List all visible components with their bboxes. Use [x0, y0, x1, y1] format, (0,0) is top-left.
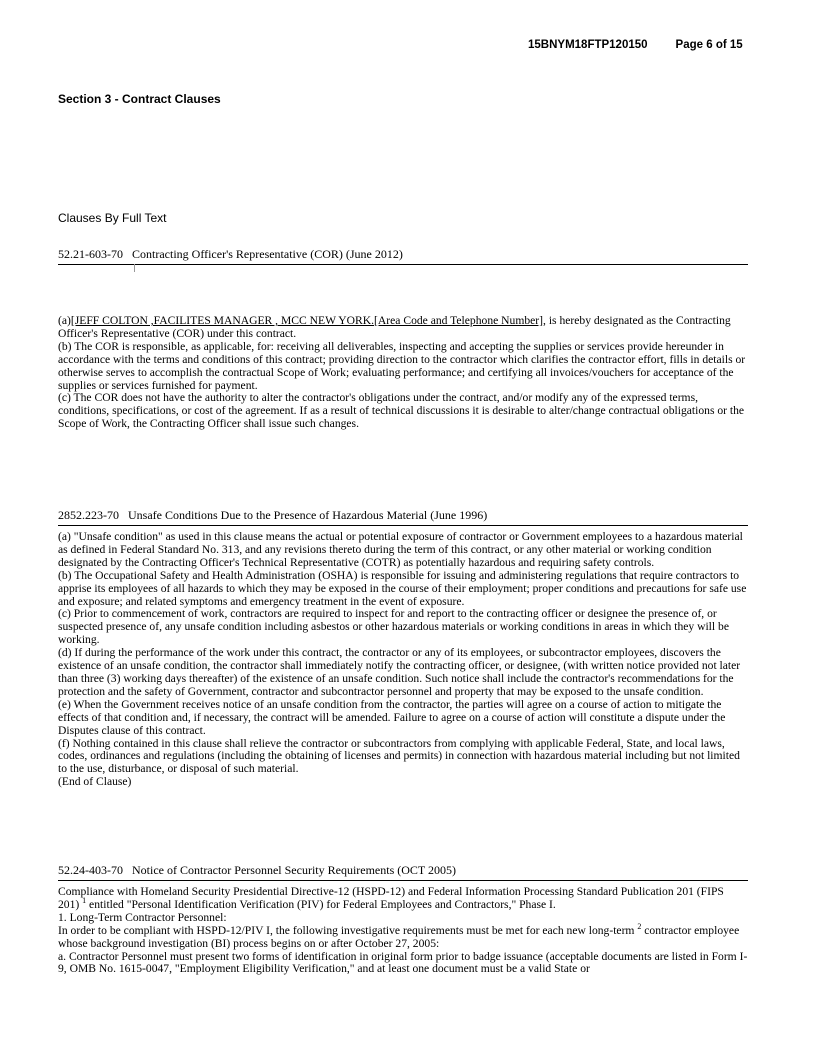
clause-number: 52.24-403-70 [58, 863, 123, 877]
clause-number: 52.21-603-70 [58, 247, 123, 261]
cor-designee: [JEFF COLTON ,FACILITES MANAGER , MCC NEW YORK.[Area Code and Telephone Number] [70, 314, 544, 327]
paragraph-c: (c) Prior to commencement of work, contractors are required to inspect for and report to the contracting officer or designee the presence of, or suspected presence of, any unsafe condition including asbestos or other hazardous materials or working conditions in areas in which they will be working. [58, 607, 729, 647]
page-number: Page 6 of 15 [675, 39, 743, 51]
clause-body-hazardous [58, 531, 748, 789]
clause-title: Unsafe Conditions Due to the Presence of Hazardous Material (June 1996) [128, 508, 488, 522]
paragraph-a: (a) "Unsafe condition" as used in this clause means the actual or potential exposure of contractor or Government employees to a hazardous material as defined in Federal Standard No. 313, and any revisions thereto during the term of this contract, or any other material or working condition designated by the Contracting Officer's Technical Representative (COTR) as potentially hazardous and requiring safety controls. [58, 530, 743, 569]
clause-heading-security [58, 863, 748, 881]
paragraph-a: (a)[JEFF COLTON ,FACILITES MANAGER , MCC NEW YORK.[Area Code and Telephone Number], is hereby designated as the Contracting Officer's Representative (COR) under this contract. [58, 314, 731, 340]
clause-heading-hazardous [58, 508, 748, 526]
end-of-clause: (End of Clause) [58, 775, 132, 789]
footnote-ref: 2 [637, 921, 642, 931]
page-header [528, 39, 743, 51]
paragraph-1: 1. Long-Term Contractor Personnel: [58, 910, 227, 924]
paragraph-e: (e) When the Government receives notice of an unsafe condition from the contractor, the parties will agree on a course of action to mitigate the effects of that condition and, if necessary, the contract will be amended. Failure to agree on a course of action will constitute a dispute under the Disputes clause of this contract. [58, 697, 726, 737]
paragraph-d: (d) If during the performance of the work under this contract, the contractor or any of its employees, or subcontractor employees, discovers the existence of an unsafe condition, the contractor shall immediately notify the contracting officer, or designee, (with written notice provided not later than three (3) working days thereafter) of the existence of an unsafe condition. Such notice shall include the contractor's recommendations for the protection and the safety of Government, contractor and subcontractor personnel and property that may be exposed to the unsafe condition. [58, 646, 741, 698]
clause-heading-cor [58, 247, 748, 265]
footnote-ref: 1 [82, 896, 87, 906]
paragraph-intro: Compliance with Homeland Security Presidential Directive-12 (HSPD-12) and Federal Information Processing Standard Publication 201 (FIPS 201) $^1$ entitled "Personal Identification Verification (PIV) for Federal Employees and Contractors," Phase I. [58, 885, 724, 911]
paragraph-c: (c) The COR does not have the authority to alter the contractor's obligations under the contract, and/or modify any of the expressed terms, conditions, specifications, or cost of the agreement. If as a result of technical discussions it is desirable to alter/change contractual obligations or the Scope of Work, the Contracting Officer shall issue such changes. [58, 391, 745, 431]
clause-title: Contracting Officer's Representative (COR) (June 2012) [132, 247, 403, 261]
clause-title: Notice of Contractor Personnel Security Requirements (OCT 2005) [132, 863, 457, 877]
section-title: Section 3 - Contract Clauses [58, 92, 221, 106]
clause-body-cor [58, 315, 748, 431]
subsection-title: Clauses By Full Text [58, 211, 167, 225]
paragraph-requirements: In order to be compliant with HSPD-12/PIV I, the following investigative requirements must be met for each new long-term $^2$ contractor employee whose background investigation (BI) process begins on or after October 27, 2005: [58, 921, 740, 950]
paragraph-f: (f) Nothing contained in this clause shall relieve the contractor or subcontractors from complying with applicable Federal, State, and local laws, codes, ordinances and regulations (including the obtaining of licenses and permits) in connection with hazardous material including but not limited to the use, disturbance, or disposal of such material. [58, 736, 740, 776]
paragraph-a: a. Contractor Personnel must present two forms of identification in original form prior to badge issuance (acceptable documents are listed in Form I-9, OMB No. 1615-0047, "Employment Eligibility Verification," and at least one document must be a valid State or [58, 949, 748, 976]
scan-mark [134, 264, 135, 272]
paragraph-b: (b) The COR is responsible, as applicable, for: receiving all deliverables, inspecting and accepting the supplies or services provide hereunder in accordance with the terms and conditions of this contract; providing direction to the contractor which clarifies the contractor effort, fills in details or otherwise serves to accomplish the contractual Scope of Work; evaluating performance; and certifying all invoices/vouchers for acceptance of the supplies or services furnished for payment. [58, 339, 746, 392]
clause-body-security [58, 886, 748, 976]
clause-number: 2852.223-70 [58, 508, 119, 522]
document-id: 15BNYM18FTP120150 [528, 39, 648, 51]
paragraph-b: (b) The Occupational Safety and Health Administration (OSHA) is responsible for issuing and administering regulations that require contractors to apprise its employees of all hazards to which they may be exposed in the course of their employment; proper conditions and precautions for safe use and exposure; and related symptoms and emergency treatment in the event of exposure. [58, 568, 747, 608]
